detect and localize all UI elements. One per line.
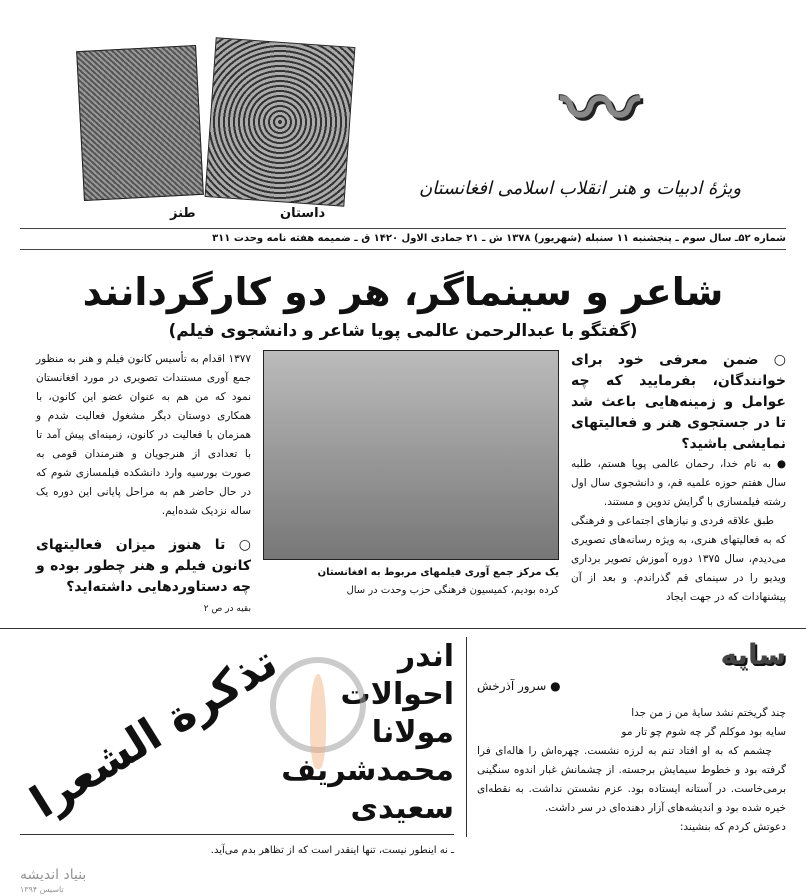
poem-line: سایه بود موکلم گر چه شوم چو تار مو (621, 726, 786, 738)
continued-note[interactable]: بقیه در ص ۲ (203, 604, 251, 614)
interview-answer: طبق علاقه فردی و نیازهای اجتماعی و فرهنگی که به فعالیتهای هنری، به ویژه رسانه‌های تصویری می‌دیدم، سال ۱۳۷۵ دوره آموزش تصویر برداری ویدیو را در سینمای قم گذراندم. و بعد از آن پیشنهادات که در جهت ایجاد (571, 515, 786, 603)
bottom-section (0, 628, 806, 896)
interview-question: ○ تا هنوز میزان فعالیتهای کانون فیلم و هنر چطور بوده و چه دستاوردهایی داشته‌اید؟ (36, 537, 251, 595)
story-paragraph: چشمم که به او افتاد تنم به لرزه نشست. چهره‌اش را هاله‌ای فرا گرفته بود و خطوط سیمایش برجسته. از چشمانش غبار اندوه سنگینی برمی‌خاست. در آستانه ایستاده بود. عزم نشستن نداشت. به نقطه‌ای خیره شده بود و اندیشه‌های آزار دهنده‌ای در سر داشت. (477, 745, 786, 814)
photo-caption (263, 564, 559, 600)
title-line: محمدشریف سعیدی (281, 752, 454, 826)
poem-line: چند گریختم نشد سایهٔ من ز من جدا (631, 707, 786, 719)
caption-bold: یک مرکز جمع آوری فیلمهای مربوط به افغانستان (317, 567, 559, 578)
teaser-label-story[interactable]: داستان (280, 206, 326, 221)
teaser-photo-portrait (76, 45, 204, 201)
interview-question: ○ ضمن معرفی خود برای خوانندگان، بفرمایید که چه عوامل و زمینه‌هایی باعث شد تا در جستجوی هنر و فعالیتهای نمایشی باشید؟ (571, 352, 786, 452)
interview-answer: ۱۳۷۷ اقدام به تأسیس کانون فیلم و هنر به منظور جمع آوری مستندات تصویری در مورد افغانستان نمود که من هم به عنوان عضو این کانون، با همکاری دوستان دیگر مشغول فعالیت شدم و همزمان با فعالیت در کانون، زمینه‌ای پیش آمد تا با تعدادی از هنرجویان و هنرمندان قومی به صورت بورسیه وارد دانشکده فیلمسازی شوم که در حال حاضر هم به مراحل پایانی این دوره یک ساله نزدیک شده‌ایم. (36, 353, 251, 517)
title-line: اندر (397, 638, 454, 674)
watermark-text: بنیاد اندیشه (20, 867, 87, 883)
article-left-column (36, 350, 251, 616)
masthead-tagline: ویژهٔ ادبیات و هنر انقلاب اسلامی افغانستان (418, 178, 742, 199)
story-author: ● سرور آذرخش (477, 679, 561, 693)
story-section (466, 637, 786, 837)
photo-column (263, 350, 559, 600)
tadhkira-banner-box (14, 637, 294, 828)
tadhkira-header (20, 637, 454, 828)
teaser-label-satire[interactable]: طنز (170, 206, 196, 221)
interview-photo (263, 350, 559, 560)
masthead-logo: 〰 (560, 64, 639, 155)
interview-article (0, 350, 806, 616)
article-headline: شاعر و سینماگر، هر دو کارگردانند (82, 270, 724, 314)
interview-answer: ● به نام خدا، رحمان عالمی پویا هستم، طلبه سال هفتم حوزه علمیه قم، و دانشجوی سال اول رشته فیلمسازی با گرایش تدوین و مستند. (571, 458, 786, 508)
masthead-area (0, 0, 806, 350)
tadhkira-banner: تذکرة الشعرا (21, 636, 287, 829)
section-divider (20, 834, 454, 835)
story-title: سایه (720, 638, 786, 671)
article-right-column (571, 350, 786, 607)
article-subhead: (گفتگو با عبدالرحمن عالمی پویا شاعر و دانشجوی فیلم) (168, 321, 638, 341)
title-line: احوالات مولانا (340, 676, 454, 750)
tadhkira-section (20, 637, 454, 896)
story-last-line: دعوتش کردم که بنشیند: (679, 821, 786, 833)
watermark-flame-icon (310, 674, 326, 769)
teaser-photo-carpet (205, 37, 356, 206)
watermark-year: تاسیس ۱۳۹۴ (20, 885, 64, 894)
issue-line: شماره ۵۲ـ سال سوم ـ پنجشنبه ۱۱ سنبله (شهریور) ۱۳۷۸ ش ـ ۲۱ جمادی الاول ۱۴۲۰ ق ـ ضمیمه هفته نامه وحدت ۳۱۱ (20, 228, 786, 250)
tadhkira-body: ـ نه اینطور نیست، تنها اینقدر است که از تظاهر بدم می‌آید. (210, 845, 454, 856)
caption-text: کرده بودیم، کمیسیون فرهنگی حزب وحدت در سال (346, 585, 559, 596)
